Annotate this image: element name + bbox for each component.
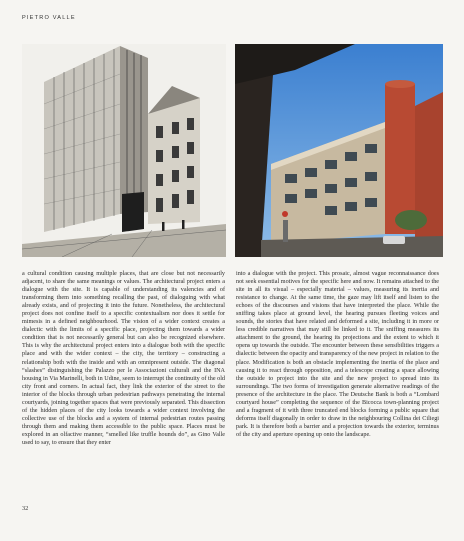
architectural-sketch-image bbox=[22, 44, 226, 257]
paragraph: a cultural condition causing multiple places, that are close but not necessarily adjacent, to share the same meanings or values. The architectural project enters a dialogue with the site. It is capable of understanding its valencies and of transforming them into something recalling the past, of dialoguing with what already exists, and of projecting it into the future. Nonetheless, the architectural project does not confine itself to a specific contextualism nor does it settle for mimesis in a defined neighbourhood. The vision of a wider context creates a dialectic with the limits of a specific place, projecting them towards a wider condition that is not necessarily general but can also be recognized elsewhere. This is why the architectural project enters into a dialogue both with the specific place and with the wider context – the city, the territory – constructing a relationship both with the inside and with an omnipresent outside. The diagonal “slashes” distinguishing the Palazzo per le Associazioni culturali and the INA housing in Via Marinelli, both in Udine, seem to interrupt the continuity of the old city front and corners. In actual fact, they link the exterior of the street to the interior of the blocks through urban pedestrian pathways penetrating the internal courtyards, joining together spaces that were previously separated. This dissection of the hidden places of the city looks towards a wider context involving the collective use of the blocks and a system of internal pedestrian routes passing through them and making them accessible to the public space. Places must be explored in an olfactive manner, “smelled like truffle hounds do”, as Gino Valle used to say, to ensure that they enter bbox=[22, 271, 225, 446]
running-head: PIETRO VALLE bbox=[22, 15, 76, 21]
page-number: 32 bbox=[22, 505, 29, 512]
paragraph: into a dialogue with the project. This prosaic, almost vague reconnaissance does not seek essential motives for the specific here and now. It remains attached to the site in all its visual – especially material – values, measuring its inertia and resistance to change. At the same time, the gaze may lift itself and listen to the echoes of the discourses and visions that have interpreted the place. While the sniffing takes place at ground level, the hearing pursues fleeting voices and sounds, the stories that have related and deformed a site, including it in more or less credible narratives that may still be linked to it. The sniffing measures its attachment to the ground, the hearing its projections and the extent to which it opens up towards the outside. The encounter between these sensibilities triggers a dialectic between the opacity and transparency of the new project in relation to the place. Modification is both an obstacle implementing the inertia of the place and causing it to react through opposition, and a telescope creating a space allowing the outside to project into the site and the new project to spread into its surroundings. The two forms of investigation generate alternative readings of the presence of the architecture in the place. The Deutsche Bank is both a “Lombard courtyard house” completing the sequence of the Bicocca town-planning project and a fragment of it with three truncated end blocks forming a public square that deforms itself diagonally in order to draw in the neighbouring Collina dei Ciliegi park. It is therefore both a barrier and a projection towards the exterior, terminus of the city and aperture opening up onto the landscape. bbox=[236, 271, 439, 438]
body-text-left-column bbox=[22, 270, 225, 447]
street-photograph-image bbox=[235, 44, 443, 257]
body-text-right-column bbox=[236, 270, 439, 439]
